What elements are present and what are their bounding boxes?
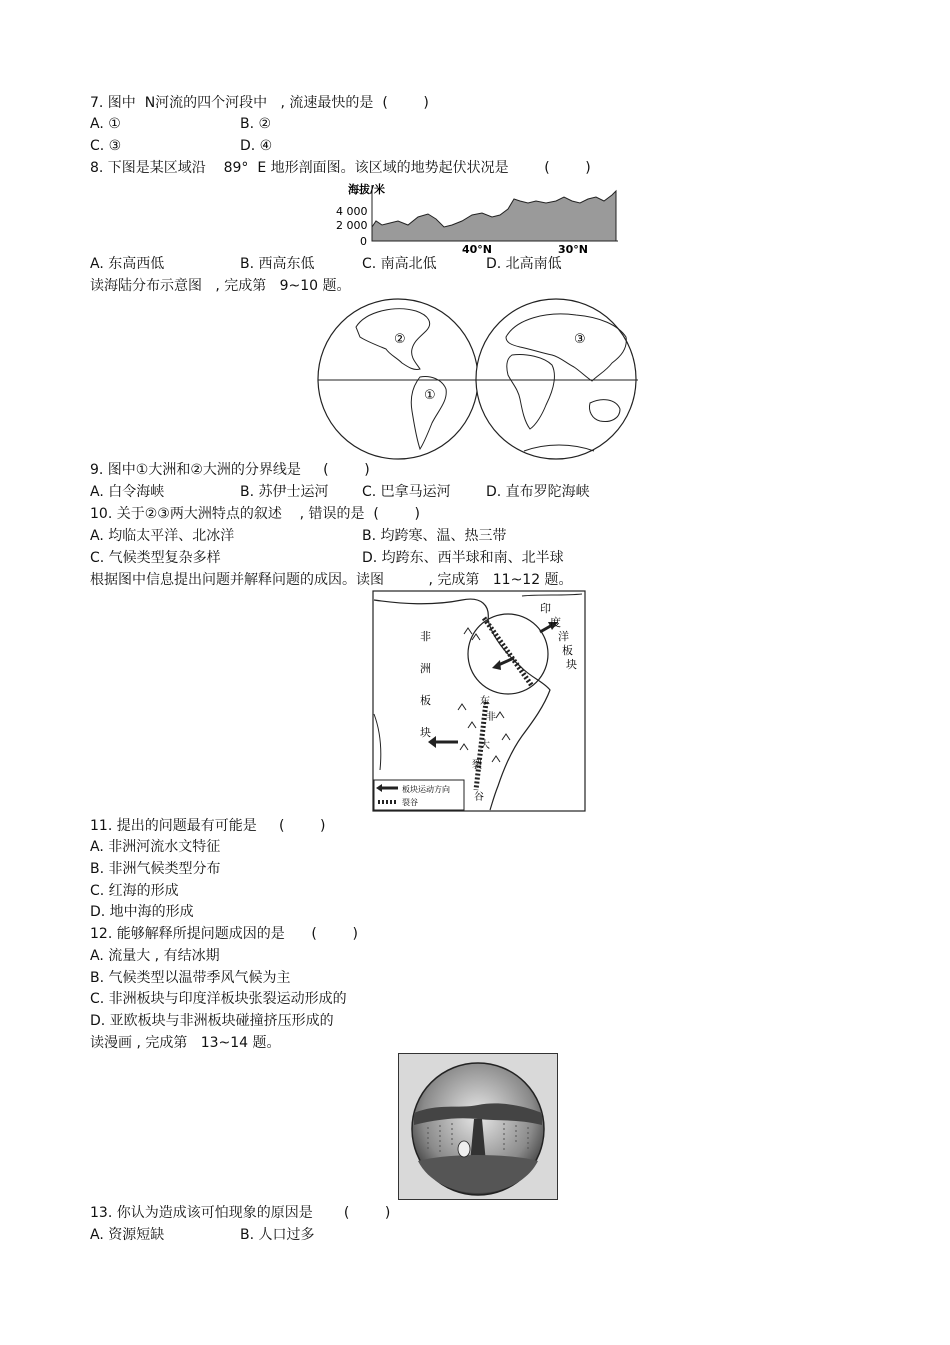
- profile-tick-0: 0: [360, 235, 367, 248]
- q11-option-b: B. 非洲气候类型分布: [90, 861, 221, 877]
- legend-move-label: 板块运动方向: [402, 785, 450, 794]
- label-african-plate-2: 洲: [420, 662, 431, 675]
- q9-option-a: A. 白令海峡: [90, 484, 165, 500]
- western-hemisphere: [318, 299, 478, 459]
- label-rift-1: 东: [480, 696, 490, 707]
- hemisphere-map-figure: [316, 297, 640, 460]
- q11-stem: 11. 提出的问题最有可能是 ( ): [90, 818, 326, 834]
- label-indian-plate-2: 度: [550, 616, 561, 629]
- profile-lat-40n: 40°N: [462, 243, 493, 255]
- label-rift-5: 谷: [474, 792, 484, 803]
- hemi-marker-2: ②: [394, 332, 406, 347]
- cartoon-figure: [398, 1053, 558, 1200]
- intro-11-12: 根据图中信息提出问题并解释问题的成因。读图 , 完成第 11~12 题。: [90, 572, 573, 588]
- q10-stem: 10. 关于②③两大洲特点的叙述 , 错误的是 ( ): [90, 506, 420, 522]
- profile-ylabel: 海拔/米: [348, 183, 386, 196]
- q12-option-d: D. 亚欧板块与非洲板块碰撞挤压形成的: [90, 1013, 334, 1029]
- label-indian-plate-3: 洋: [558, 630, 569, 643]
- label-rift-2: 非: [486, 712, 496, 723]
- q7-option-a: A. ①: [90, 116, 121, 132]
- label-rift-4: 裂: [472, 760, 482, 771]
- legend-rift-label: 裂谷: [402, 798, 418, 807]
- label-rift-3: 大: [480, 740, 490, 751]
- q7-stem: 7. 图中 N河流的四个河段中 , 流速最快的是 ( ): [90, 95, 429, 111]
- q13-stem: 13. 你认为造成该可怕现象的原因是 ( ): [90, 1205, 391, 1221]
- intro-9-10: 读海陆分布示意图 , 完成第 9~10 题。: [90, 278, 351, 294]
- label-african-plate-1: 非: [420, 630, 431, 643]
- q11-option-c: C. 红海的形成: [90, 883, 179, 899]
- rift-valley-map-figure: [372, 590, 586, 812]
- q12-stem: 12. 能够解释所提问题成因的是 ( ): [90, 926, 358, 942]
- eastern-hemisphere: [476, 299, 636, 459]
- profile-tick-2000: 2 000: [336, 219, 368, 232]
- profile-terrain: [372, 191, 616, 241]
- q12-option-c: C. 非洲板块与印度洋板块张裂运动形成的: [90, 991, 347, 1007]
- q10-option-a: A. 均临太平洋、北冰洋: [90, 528, 235, 544]
- q13-option-b: B. 人口过多: [240, 1227, 315, 1243]
- q10-option-c: C. 气候类型复杂多样: [90, 550, 221, 566]
- label-indian-plate-1: 印: [540, 602, 551, 615]
- hemi-marker-1: ①: [424, 388, 436, 403]
- profile-lat-30n: 30°N: [558, 243, 589, 255]
- q7-option-d: D. ④: [240, 138, 273, 154]
- q10-option-d: D. 均跨东、西半球和南、北半球: [362, 550, 564, 566]
- q8-option-c: C. 南高北低: [362, 256, 437, 272]
- cartoon-figure-person: [458, 1141, 470, 1157]
- q11-option-d: D. 地中海的形成: [90, 904, 194, 920]
- q12-option-b: B. 气候类型以温带季风气候为主: [90, 970, 291, 986]
- q11-option-a: A. 非洲河流水文特征: [90, 839, 221, 855]
- q13-option-a: A. 资源短缺: [90, 1227, 165, 1243]
- label-indian-plate-4: 板: [562, 644, 573, 657]
- label-african-plate-4: 块: [420, 726, 431, 739]
- terrain-profile-figure: [336, 179, 620, 255]
- q8-stem: 8. 下图是某区域沿 89° E 地形剖面图。该区域的地势起伏状况是 ( ): [90, 160, 591, 176]
- q9-option-c: C. 巴拿马运河: [362, 484, 451, 500]
- q7-option-c: C. ③: [90, 138, 122, 154]
- profile-tick-4000: 4 000: [336, 205, 368, 218]
- q9-option-d: D. 直布罗陀海峡: [486, 484, 590, 500]
- q8-option-d: D. 北高南低: [486, 256, 562, 272]
- q10-option-b: B. 均跨寒、温、热三带: [362, 528, 507, 544]
- q8-option-a: A. 东高西低: [90, 256, 165, 272]
- intro-13-14: 读漫画 , 完成第 13~14 题。: [90, 1035, 281, 1051]
- label-indian-plate-5: 块: [566, 658, 577, 671]
- label-african-plate-3: 板: [420, 694, 431, 707]
- hemi-marker-3: ③: [574, 332, 586, 347]
- q9-stem: 9. 图中①大洲和②大洲的分界线是 ( ): [90, 462, 370, 478]
- q8-option-b: B. 西高东低: [240, 256, 315, 272]
- q12-option-a: A. 流量大 , 有结冰期: [90, 948, 220, 964]
- q7-option-b: B. ②: [240, 116, 272, 132]
- q9-option-b: B. 苏伊士运河: [240, 484, 329, 500]
